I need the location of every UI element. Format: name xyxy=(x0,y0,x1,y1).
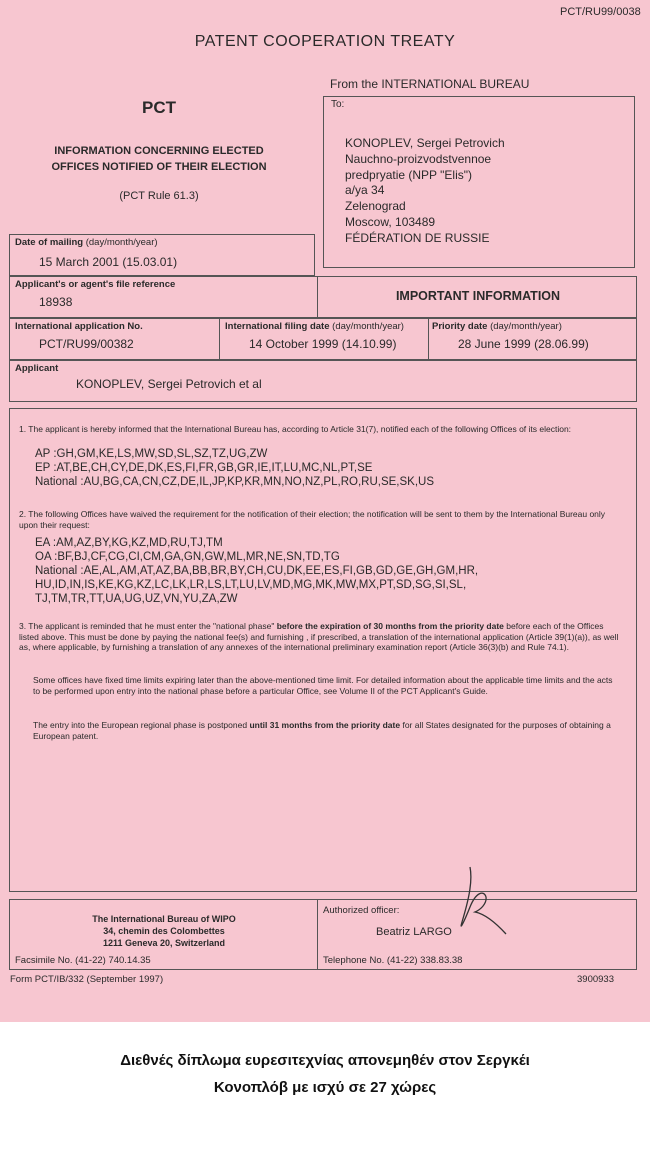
office-list-line: National :AE,AL,AM,AT,AZ,BA,BB,BR,BY,CH,CU,DK,EE,ES,FI,GB,GD,GE,GH,GM,HR, xyxy=(35,565,479,577)
section-2-offices xyxy=(35,536,478,606)
from-line: From the INTERNATIONAL BUREAU xyxy=(330,77,530,91)
file-reference-value: 18938 xyxy=(39,295,73,309)
wipo-address-line: 1211 Geneva 20, Switzerland xyxy=(102,938,226,948)
pct-subtitle-line-1: INFORMATION CONCERNING ELECTED xyxy=(54,145,264,157)
important-information: IMPORTANT INFORMATION xyxy=(395,289,561,303)
office-list-line: EP :AT,BE,CH,CY,DE,DK,ES,FI,FR,GB,GR,IE,IT,LU,MC,NL,PT,SE xyxy=(35,462,373,474)
applicant-value: KONOPLEV, Sergei Petrovich et al xyxy=(76,377,262,391)
caption-line-2: Κονοπλόβ με ισχύ σε 27 χώρες xyxy=(213,1079,437,1096)
addressee-address xyxy=(345,136,505,247)
image-caption xyxy=(0,1047,650,1101)
address-line: Nauchno-proizvodstvennoe xyxy=(345,151,492,166)
address-line: FÉDÉRATION DE RUSSIE xyxy=(345,230,490,245)
applicant-label: Applicant xyxy=(15,363,59,374)
wipo-address-line: The International Bureau of WIPO xyxy=(92,914,236,924)
pct-rule: (PCT Rule 61.3) xyxy=(119,190,199,202)
office-list-line: EA :AM,AZ,BY,KG,KZ,MD,RU,TJ,TM xyxy=(35,537,223,549)
address-line: KONOPLEV, Sergei Petrovich xyxy=(345,136,505,150)
office-list-line: AP :GH,GM,KE,LS,MW,SD,SL,SZ,TZ,UG,ZW xyxy=(35,448,268,460)
office-list-line: OA :BF,BJ,CF,CG,CI,CM,GA,GN,GW,ML,MR,NE,SN,TD,TG xyxy=(35,551,340,563)
wipo-address-line: 34, chemin des Colombettes xyxy=(103,926,225,936)
pct-subtitle-line-2: OFFICES NOTIFIED OF THEIR ELECTION xyxy=(51,161,267,173)
intl-application-value: PCT/RU99/00382 xyxy=(39,337,134,351)
office-list-line: TJ,TM,TR,TT,UA,UG,UZ,VN,YU,ZA,ZW xyxy=(35,593,238,605)
mailing-date-value: 15 March 2001 (15.03.01) xyxy=(39,255,178,269)
address-line: Zelenograd xyxy=(345,199,406,214)
authorized-officer-label: Authorized officer: xyxy=(323,905,400,916)
form-reference: Form PCT/IB/332 (September 1997) xyxy=(10,974,164,985)
address-line: Moscow, 103489 xyxy=(345,214,436,229)
divider xyxy=(428,318,429,360)
office-list-line: National :AU,BG,CA,CN,CZ,DE,IL,JP,KP,KR,MN,NO,NZ,PL,RO,RU,SE,SK,US xyxy=(35,476,434,488)
filing-date-value: 14 October 1999 (14.10.99) xyxy=(249,337,397,351)
form-code: 3900933 xyxy=(577,974,614,985)
address-line: a/ya 34 xyxy=(345,183,385,198)
facsimile-number: Facsimile No. (41-22) 740.14.35 xyxy=(15,955,151,966)
treaty-title: PATENT COOPERATION TREATY xyxy=(194,33,456,50)
office-list-line: HU,ID,IN,IS,KE,KG,KZ,LC,LK,LR,LS,LT,LU,LV,MD,MG,MK,MW,MX,PT,SD,SG,SI,SL, xyxy=(35,579,467,591)
wipo-address xyxy=(10,913,318,949)
mailing-date-label: Date of mailing (day/month/year) xyxy=(15,237,158,248)
section-3-paragraph-2: Some offices have fixed time limits expiring later than the above-mentioned time limit. For detailed information about the applicable time limits and the acts to be performed upon entry into the national phase before a particular Office, see Volume II of the PCT Applicant's Guide. xyxy=(33,675,613,696)
divider xyxy=(317,276,318,318)
to-label: To: xyxy=(331,99,345,110)
priority-date-value: 28 June 1999 (28.06.99) xyxy=(458,337,589,351)
document-reference: PCT/RU99/0038 xyxy=(560,6,641,18)
telephone-number: Telephone No. (41-22) 338.83.38 xyxy=(323,955,463,966)
section-1-offices xyxy=(35,447,434,489)
section-1-text: 1. The applicant is hereby informed that the International Bureau has, according to Article 31(7), notified each of the following Offices of its election: xyxy=(19,424,572,434)
pct-subtitle xyxy=(0,143,318,175)
priority-date-label: Priority date (day/month/year) xyxy=(432,321,562,332)
section-2-text: 2. The following Offices have waived the requirement for the notification of their election; the notification will be sent to them by the International Bureau only upon their request: xyxy=(19,509,606,530)
file-reference-label: Applicant's or agent's file reference xyxy=(15,279,176,290)
caption-line-1: Διεθνές δίπλωμα ευρεσιτεχνίας απονεμηθέν στον Σεργκέι xyxy=(120,1052,530,1069)
intl-application-label: International application No. xyxy=(15,321,143,332)
section-3-paragraph-3: The entry into the European regional phase is postponed until 31 months from the priority date for all States designated for the purposes of obtaining a European patent. xyxy=(33,720,611,741)
filing-date-label: International filing date (day/month/year) xyxy=(225,321,404,332)
authorized-officer-name: Beatriz LARGO xyxy=(376,926,452,938)
address-line: predpryatie (NPP "Elis") xyxy=(345,167,473,182)
section-3-paragraph-1: 3. The applicant is reminded that he must enter the "national phase" before the expiration of 30 months from the priority date before each of the Offices listed above. This must be done by paying the national fee(s) and furnishing , if prescribed, a translation of the international application (Article 39(1)(a)), as well as, where applicable, by furnishing a translation of any annexes of the international preliminary examination report (Article 36(3)(b) and Rule 74.1). xyxy=(19,621,619,652)
divider xyxy=(219,318,220,360)
pct-title: PCT xyxy=(142,98,176,117)
